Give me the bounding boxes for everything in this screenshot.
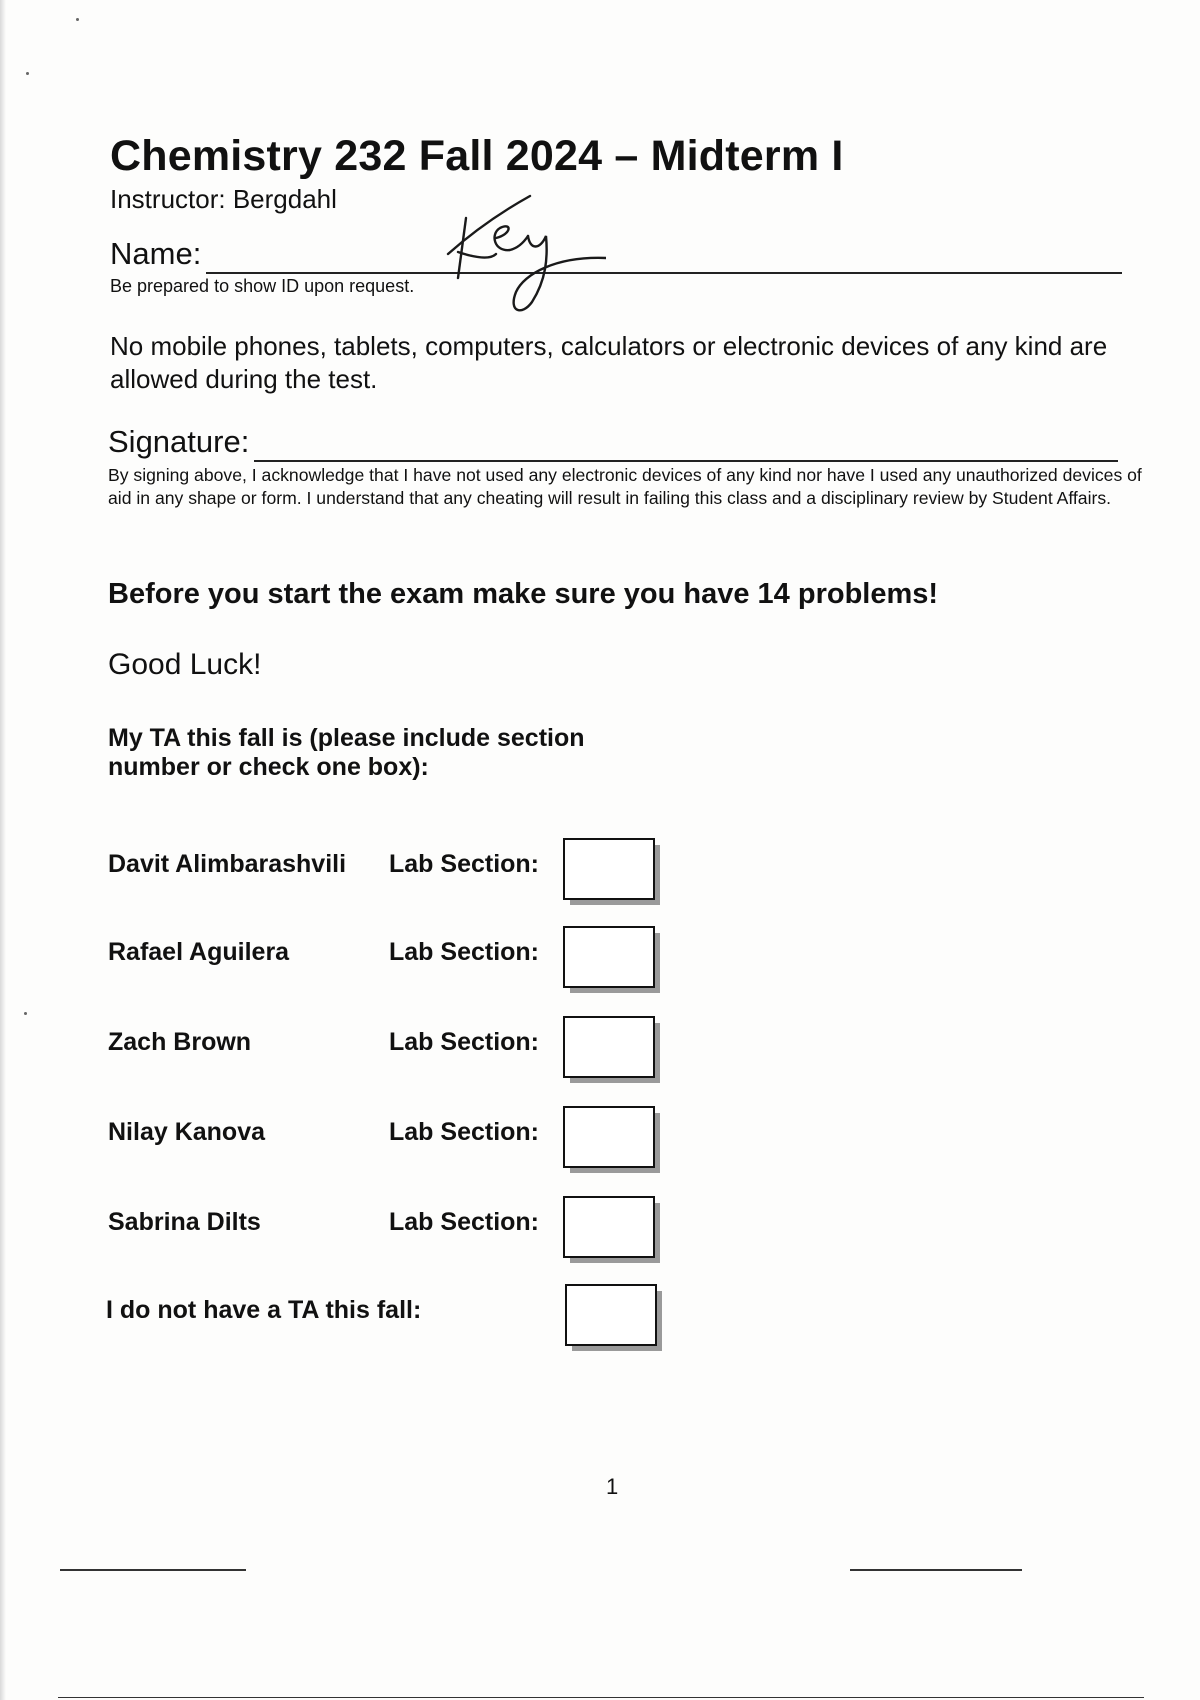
ta-row <box>0 1196 1200 1266</box>
ta-row <box>0 1016 1200 1086</box>
ta-name: Davit Alimbarashvili <box>108 850 347 878</box>
signature-acknowledgement: By signing above, I acknowledge that I have not used any electronic devices of any kind nor have I used any unauthorized devices of aid in any shape or form. I understand that any cheating will result in failing this class and a disciplinary review by Student Affairs. <box>108 465 1142 508</box>
ta-prompt: My TA this fall is (please include section number or check one box): <box>108 724 585 781</box>
lab-section-label: Lab Section: <box>389 1028 540 1056</box>
ta-name: Sabrina Dilts <box>108 1208 261 1236</box>
name-label: Name: <box>110 236 202 271</box>
problem-count-warning: Before you start the exam make sure you have 14 problems! <box>108 578 939 610</box>
name-input-line[interactable] <box>206 272 1122 274</box>
ta-name: Nilay Kanova <box>108 1118 266 1146</box>
lab-section-box[interactable] <box>563 838 655 900</box>
instructor-line: Instructor: Bergdahl <box>110 184 337 214</box>
scan-speck <box>24 1012 27 1015</box>
exam-title: Chemistry 232 Fall 2024 – Midterm I <box>110 132 844 180</box>
lab-section-label: Lab Section: <box>389 850 540 878</box>
signature-label: Signature: <box>108 424 250 459</box>
lab-section-label: Lab Section: <box>389 938 540 966</box>
lab-section-box[interactable] <box>563 1196 655 1258</box>
no-ta-label: I do not have a TA this fall: <box>106 1296 422 1324</box>
bottom-edge-rule <box>58 1697 1144 1698</box>
ta-name: Zach Brown <box>108 1028 252 1056</box>
lab-section-box[interactable] <box>563 1106 655 1168</box>
ta-row <box>0 838 1200 908</box>
device-rule: No mobile phones, tablets, computers, calculators or electronic devices of any kind are allowed during the test. <box>110 331 1108 394</box>
scan-speck <box>26 72 29 75</box>
good-luck-text: Good Luck! <box>108 648 262 681</box>
page-number: 1 <box>606 1474 619 1499</box>
no-ta-row <box>0 1284 1200 1354</box>
lab-section-label: Lab Section: <box>389 1118 540 1146</box>
ta-row <box>0 926 1200 996</box>
handwritten-key-signature <box>436 188 606 318</box>
lab-section-box[interactable] <box>563 1016 655 1078</box>
ta-row <box>0 1106 1200 1176</box>
signature-input-line[interactable] <box>254 460 1118 462</box>
lab-section-box[interactable] <box>563 926 655 988</box>
ta-name: Rafael Aguilera <box>108 938 290 966</box>
footer-rule-left <box>60 1569 246 1571</box>
scan-speck <box>76 18 79 21</box>
no-ta-checkbox[interactable] <box>565 1284 657 1346</box>
id-note: Be prepared to show ID upon request. <box>110 276 415 296</box>
lab-section-label: Lab Section: <box>389 1208 540 1236</box>
footer-rule-right <box>850 1569 1022 1571</box>
